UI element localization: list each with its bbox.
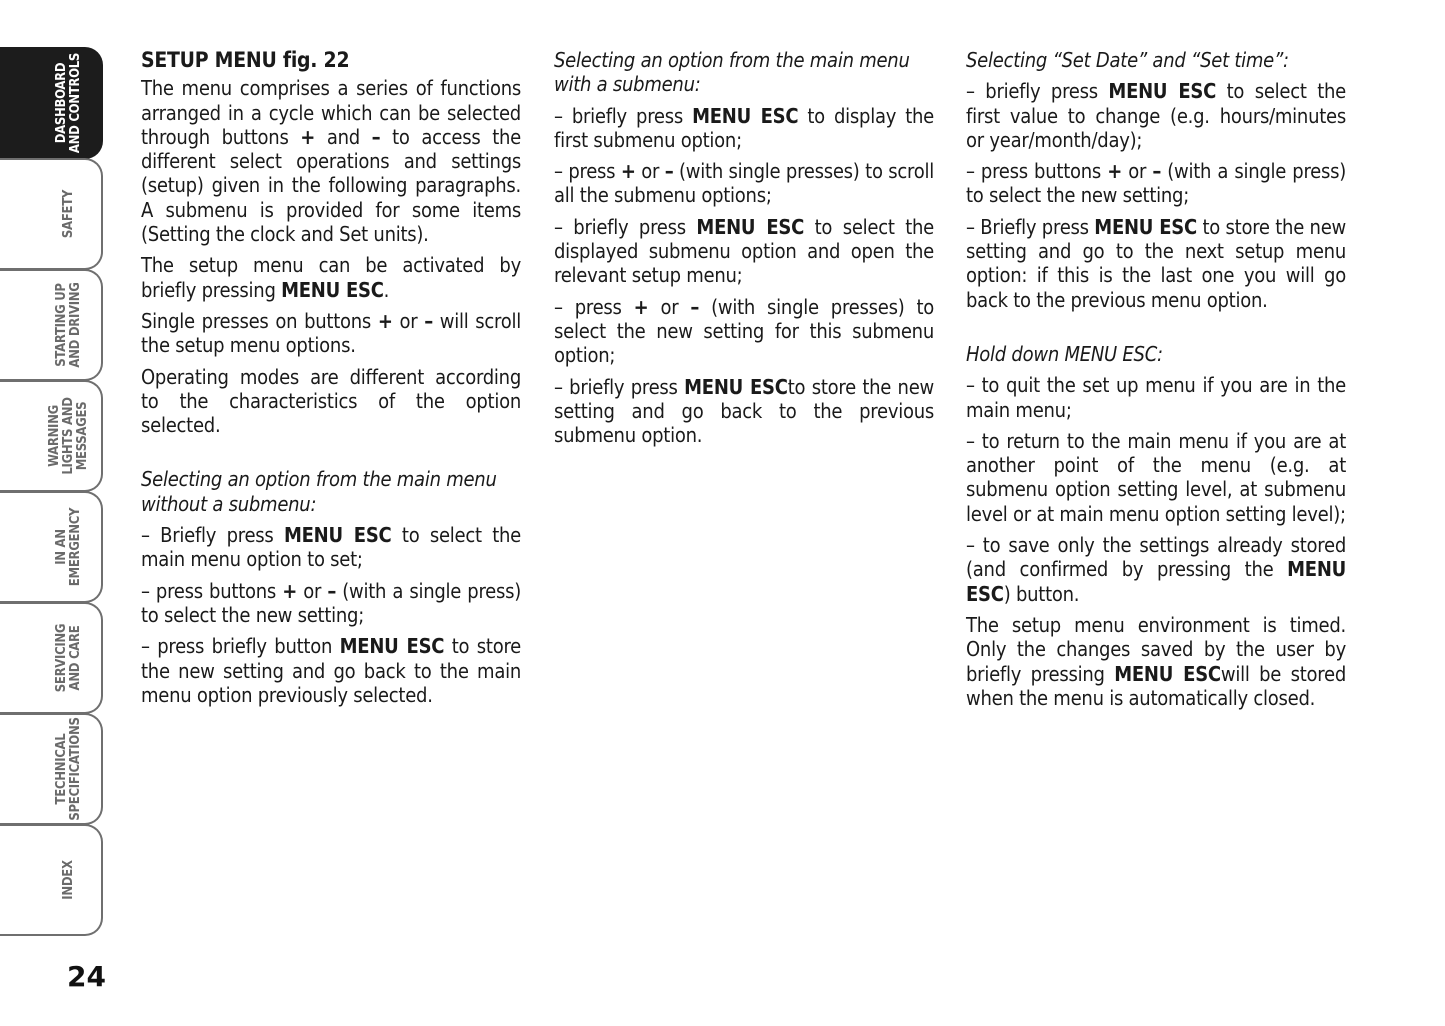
minus-symbol: – <box>690 294 700 319</box>
text: to select the displayed submenu option and open the relevant setup menu; <box>554 214 935 288</box>
text: to store the new setting and go back to the main menu option previously selected. <box>141 634 521 707</box>
step <box>141 523 521 572</box>
text: (with a single press) to select the new setting; <box>966 159 1347 208</box>
subheading: Hold down MENU ESC: <box>966 341 1163 366</box>
text: – to save only the settings already stored (and confirmed by pressing the <box>966 533 1346 582</box>
tab-index[interactable] <box>0 824 103 936</box>
text: (with single presses) to select the new setting for this submenu option; <box>554 294 935 368</box>
tab-warning-lights-and-messages[interactable] <box>0 380 103 492</box>
tab-label: INDEX <box>60 860 76 900</box>
text: The setup menu can be activated by briefly pressing <box>141 253 521 302</box>
paragraph <box>966 613 1346 710</box>
text: to store the new setting and go back to the previous submenu option. <box>554 374 935 448</box>
tab-technical-specifications[interactable] <box>0 713 103 825</box>
column-2 <box>554 48 934 454</box>
page-number: 24 <box>67 960 106 993</box>
menu-esc-key: MENU ESC <box>696 214 805 239</box>
plus-symbol: + <box>377 308 393 333</box>
paragraph <box>141 76 521 246</box>
text: The menu comprises a series of functions arranged in a cycle which can be selected through buttons <box>141 76 521 149</box>
step <box>141 579 521 628</box>
tab-label: SERVICING AND CARE <box>53 623 83 693</box>
text: or <box>392 308 425 333</box>
text: will be stored when the menu is automatically closed. <box>966 661 1347 710</box>
minus-symbol: – <box>424 308 433 333</box>
text: (with single presses) to scroll all the submenu options; <box>554 159 935 208</box>
text: – press buttons <box>966 159 1108 184</box>
menu-esc-key: MENU ESC <box>692 103 799 128</box>
minus-symbol: – <box>371 124 381 149</box>
text: Single presses on buttons <box>141 308 378 333</box>
subheading: Selecting an option from the main menu with a submenu: <box>554 48 910 97</box>
text: or <box>635 159 665 184</box>
column-3 <box>966 48 1346 717</box>
step <box>966 159 1346 208</box>
text: or <box>648 294 691 319</box>
step <box>554 295 934 368</box>
subheading: Selecting “Set Date” and “Set time”: <box>966 48 1289 72</box>
tab-safety[interactable] <box>0 158 103 270</box>
text: . <box>383 277 390 302</box>
text: – Briefly press <box>141 523 284 548</box>
tab-label: DASHBOARD AND CONTROLS <box>53 52 83 154</box>
step <box>554 375 934 448</box>
column-1 <box>141 48 521 714</box>
text: to store the new setting and go to the next setup menu option: if this is the last one you will go back to the previous menu option. <box>966 214 1346 312</box>
tab-label: STARTING UP AND DRIVING <box>53 282 83 368</box>
step: – to quit the set up menu if you are in the main menu; <box>966 373 1346 422</box>
text: The setup menu environment is timed. Only the changes saved by the user by briefly pressing <box>966 612 1346 686</box>
paragraph: Operating modes are different according to the characteristics of the option selected. <box>141 364 521 438</box>
step <box>966 533 1346 606</box>
minus-symbol: – <box>664 159 674 184</box>
section-tabs <box>0 48 106 936</box>
text: – press <box>554 159 621 184</box>
paragraph <box>141 253 521 302</box>
subheading: Selecting an option from the main menu without a submenu: <box>141 467 497 516</box>
text: to access the different select operations and settings (setup) given in the following paragraphs. A submenu is provided for some items (Setting the clock and Set units). <box>141 124 521 247</box>
text: – press <box>554 294 634 319</box>
paragraph <box>141 309 521 358</box>
step <box>554 215 934 288</box>
text: will scroll the setup menu options. <box>141 308 521 358</box>
tab-servicing-and-care[interactable] <box>0 602 103 714</box>
menu-esc-key: MENU ESC <box>1094 214 1197 239</box>
menu-esc-key: MENU ESC <box>281 277 384 302</box>
step <box>966 215 1346 312</box>
text: – press buttons <box>141 578 283 603</box>
text: (with a single press) to select the new setting; <box>141 578 522 627</box>
menu-esc-key: MENU ESC <box>966 557 1346 606</box>
plus-symbol: + <box>282 578 298 603</box>
menu-esc-key: MENU ESC <box>1108 79 1217 104</box>
tab-label: IN AN EMERGENCY <box>53 507 83 587</box>
text: or <box>1122 159 1153 184</box>
text: – press briefly button <box>141 634 340 659</box>
text: to display the first submenu option; <box>554 103 935 152</box>
section-heading: SETUP MENU fig. 22 <box>141 48 350 72</box>
step <box>554 159 934 208</box>
tab-label: WARNING LIGHTS AND MESSAGES <box>46 397 90 475</box>
text: – briefly press <box>554 374 685 399</box>
menu-esc-key: MENU ESC <box>339 634 445 659</box>
text: to select the first value to change (e.g. hours/minutes or year/month/day); <box>966 79 1347 152</box>
step <box>554 104 934 153</box>
plus-symbol: + <box>620 159 636 184</box>
text: – Briefly press <box>966 214 1095 239</box>
tab-in-an-emergency[interactable] <box>0 491 103 603</box>
menu-esc-key: MENU ESC <box>684 374 788 399</box>
tab-label: SAFETY <box>60 189 76 239</box>
plus-symbol: + <box>633 294 649 319</box>
text: or <box>297 578 328 603</box>
step <box>141 634 521 707</box>
menu-esc-key: MENU ESC <box>1114 661 1221 686</box>
text: – briefly press <box>554 103 693 128</box>
menu-esc-key: MENU ESC <box>283 523 392 548</box>
text: to select the main menu option to set; <box>141 523 521 572</box>
plus-symbol: + <box>1107 159 1123 184</box>
text: – briefly press <box>554 214 697 239</box>
tab-starting-up-and-driving[interactable] <box>0 269 103 381</box>
minus-symbol: – <box>327 578 337 603</box>
text: ) button. <box>1003 581 1080 606</box>
step: – to return to the main menu if you are at another point of the menu (e.g. at submenu option setting level, at submenu level or at main menu option setting level); <box>966 428 1346 526</box>
tab-label: TECHNICAL SPECIFICATIONS <box>53 717 83 821</box>
step <box>966 79 1346 152</box>
text: – briefly press <box>966 79 1109 104</box>
minus-symbol: – <box>1152 159 1162 184</box>
text: and <box>315 124 372 149</box>
plus-symbol: + <box>300 124 316 149</box>
tab-dashboard-and-controls[interactable] <box>0 47 103 159</box>
